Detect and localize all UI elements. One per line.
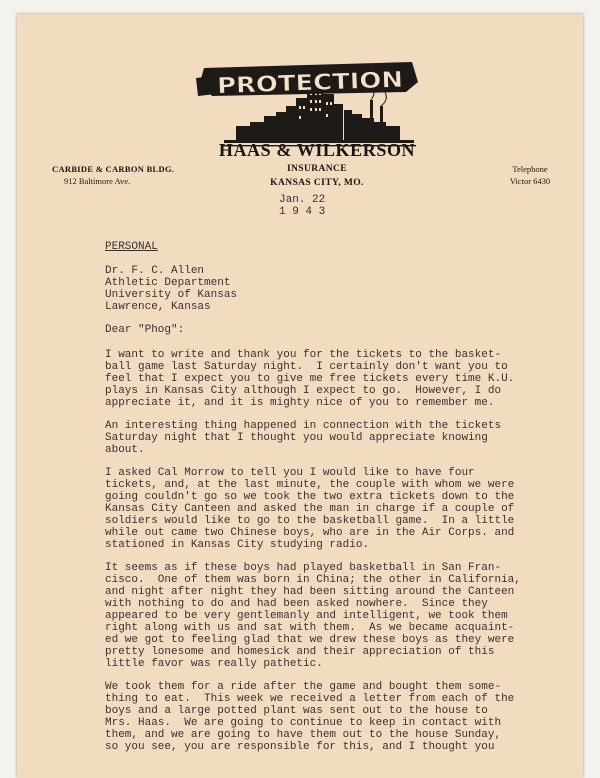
telephone-label: Telephone bbox=[512, 164, 548, 174]
body-line: appreciate it, and it is mighty nice of you to remember me. bbox=[105, 397, 495, 409]
body-line: We took them for a ride after the game and bought them some- bbox=[105, 681, 502, 693]
body-line: It seems as if these boys had played basketball in San Fran- bbox=[105, 562, 502, 574]
body-line: and night after night they had been sitting around the Canteen bbox=[105, 586, 515, 598]
building-name: CARBIDE & CARBON BLDG. bbox=[52, 164, 175, 174]
year-line: 1 9 4 3 bbox=[279, 206, 326, 218]
protection-logo bbox=[194, 48, 430, 152]
body-line: right along with us and sat with them. As we became acquaint- bbox=[105, 622, 515, 634]
body-line: cisco. One of them was born in China; the other in California, bbox=[105, 574, 521, 586]
firm-city: KANSAS CITY, MO. bbox=[270, 178, 364, 188]
body-line: little favor was really pathetic. bbox=[105, 658, 323, 670]
body-line: thing to eat. This week we received a letter from each of the bbox=[105, 693, 515, 705]
body-line: soldiers would like to go to the basketball game. In a little bbox=[105, 515, 515, 527]
date-line: Jan. 22 bbox=[279, 194, 326, 206]
body-line: stationed in Kansas City studying radio. bbox=[105, 539, 370, 551]
personal-marking: PERSONAL bbox=[105, 241, 158, 253]
body-line: I want to write and thank you for the tickets to the basket- bbox=[105, 349, 502, 361]
body-line: about. bbox=[105, 444, 145, 456]
street-address: 912 Baltimore Ave. bbox=[64, 176, 131, 186]
body-line: feel that I expect you to give me free tickets every time K.U. bbox=[105, 373, 515, 385]
telephone-block bbox=[494, 163, 566, 187]
sender-address bbox=[52, 163, 174, 187]
body-line: An interesting thing happened in connection with the tickets bbox=[105, 420, 502, 432]
body-line: Saturday night that I thought you would appreciate knowing bbox=[105, 432, 488, 444]
body-line: pretty lonesome and homesick and their appreciation of this bbox=[105, 646, 495, 658]
logo-wordmark: PROTECTION bbox=[216, 68, 376, 100]
body-line: going couldn't go so we took the two extra tickets down to the bbox=[105, 491, 515, 503]
firm-type: INSURANCE bbox=[286, 164, 348, 174]
firm-name: HAAS & WILKERSON bbox=[218, 140, 416, 160]
body-line: tickets, and, at the last minute, the couple with whom we were bbox=[105, 479, 515, 491]
body-line: boys and a large potted plant was sent out to the house to bbox=[105, 705, 488, 717]
body-line: ball game last Saturday night. I certainly don't want you to bbox=[105, 361, 508, 373]
body-line: Mrs. Haas. We are going to continue to keep in contact with bbox=[105, 717, 502, 729]
body-line: with nothing to do and had been asked nowhere. Since they bbox=[105, 598, 488, 610]
body-line: them, and we are going to have them out to the house Sunday, bbox=[105, 729, 502, 741]
body-line: plays in Kansas City although I expect to go. However, I do bbox=[105, 385, 502, 397]
body-line: I asked Cal Morrow to tell you I would like to have four bbox=[105, 467, 475, 479]
body-line: so you see, you are responsible for this, and I thought you bbox=[105, 741, 495, 753]
body-line: Kansas City Canteen and asked the man in charge if a couple of bbox=[105, 503, 515, 515]
salutation: Dear "Phog": bbox=[105, 324, 185, 336]
recipient-line: Lawrence, Kansas bbox=[105, 301, 211, 313]
body-line: appeared to be very gentlemanly and intelligent, we took them bbox=[105, 610, 508, 622]
body-line: while out came two Chinese boys, who are in the Air Corps. and bbox=[105, 527, 515, 539]
letter-page bbox=[17, 14, 583, 778]
recipient-line: University of Kansas bbox=[105, 289, 238, 301]
body-line: ed we got to feeling glad that we drew these boys as they were bbox=[105, 634, 515, 646]
recipient-line: Athletic Department bbox=[105, 277, 231, 289]
telephone-number: Victor 6430 bbox=[509, 176, 551, 186]
recipient-line: Dr. F. C. Allen bbox=[105, 265, 205, 277]
